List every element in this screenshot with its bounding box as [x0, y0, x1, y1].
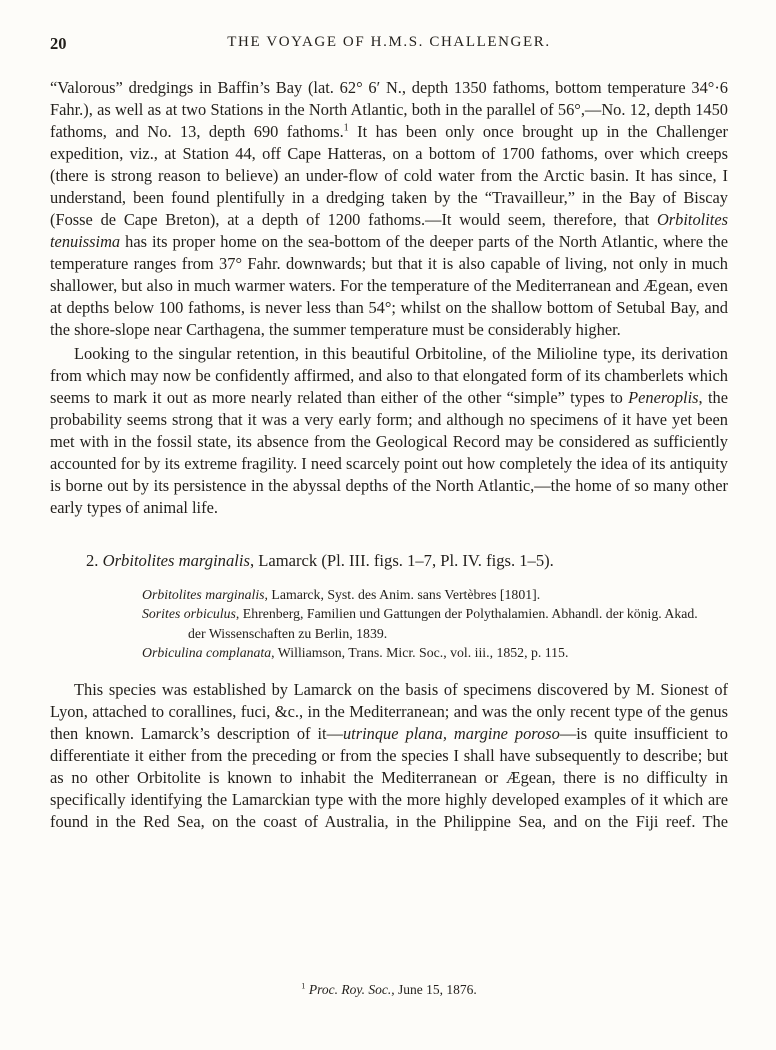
page-number: 20	[50, 34, 67, 53]
paragraph: Looking to the singular retention, in this beautiful Orbitoline, of the Milioline type, its derivation from which may now be confidently affirmed, and also to that elongated form of its chamberlets which seems to mark it out as more nearly related than either of the other “simple” types to Peneroplis, the probability seems strong that it was a very early form; and although no specimens of it have yet been met with in the fossil state, its absence from the Geological Record may be considered as sufficiently accounted for by its extreme fragility. I need scarcely point out how completely the idea of its antiquity is borne out by its persistence in the abyssal depths of the North Atlantic,—the home of so many other early types of animal life.	[50, 343, 728, 517]
footnote: $^1$ Proc. Roy. Soc., June 15, 1876.	[301, 981, 477, 997]
reference-item: Orbitolites marginalis, Lamarck, Syst. des Anim. sans Vertèbres [1801].	[142, 586, 541, 602]
reference-item: Orbiculina complanata, Williamson, Trans. Micr. Soc., vol. iii., 1852, p. 115.	[142, 645, 569, 661]
paragraph: “Valorous” dredgings in Baffin’s Bay (lat. 62° 6′ N., depth 1350 fathoms, bottom temperature 34°·6 Fahr.), as well as at two Stations in the North Atlantic, both in the parallel of 56°,—No. 12, depth 1450 fathoms, and No. 13, depth 690 fathoms.$^1$ It has been only once brought up in the Challenger expedition, viz., at Station 44, off Cape Hatteras, on a bottom of 1700 fathoms, over which creeps (there is strong reason to believe) an under-flow of cold water from the Arctic basin. It has since, I understand, been found plentifully in a dredging taken by the “Travailleur,” in the Bay of Biscay (Fosse de Cape Breton), at a depth of 1200 fathoms.—It would seem, therefore, that Orbitolites tenuissima has its proper home on the sea-bottom of the deeper parts of the North Atlantic, where the temperature ranges from 37° Fahr. downwards; but that it is also capable of living, not only in much shallower, but also in much warmer waters. For the temperature of the Mediterranean and Ægean, even at depths below 100 fathoms, is never less than 54°; whilst on the shallow bottom of Setubal Bay, and the shore-slope near Carthagena, the summer temperature must be considerably higher.	[50, 78, 728, 339]
page-body	[50, 77, 728, 833]
references-block	[50, 585, 728, 663]
page-header	[50, 34, 728, 51]
section-heading: 2. Orbitolites marginalis, Lamarck (Pl. III. figs. 1–7, Pl. IV. figs. 1–5).	[86, 550, 554, 570]
reference-item: Sorites orbiculus, Ehrenberg, Familien und Gattungen der Polythalamien. Abhandl. der könig. Akad. der Wissenschaften zu Berlin, 1839.	[142, 606, 698, 641]
running-title: THE VOYAGE OF H.M.S. CHALLENGER.	[227, 34, 551, 50]
paragraph: This species was established by Lamarck on the basis of specimens discovered by M. Sionest of Lyon, attached to corallines, fuci, &c., in the Mediterranean; and was the only recent type of the genus then known. Lamarck’s description of it—utrinque plana, margine poroso—is quite insufficient to differentiate it either from the preceding or from the species I shall have subsequently to describe; but as no other Orbitolite is known to inhabit the Mediterranean or Ægean, there is no difficulty in specifically identifying the Lamarckian type with the more highly developed examples of it which are found in the Red Sea, on the coast of Australia, in the Philippine Sea, and on the Fiji reef. The	[50, 680, 728, 831]
